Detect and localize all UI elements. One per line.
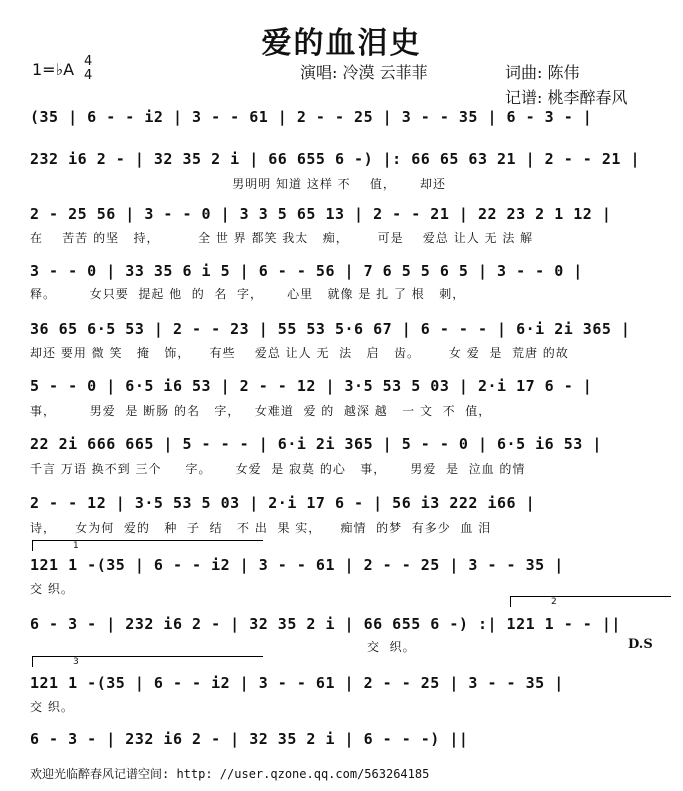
meter-bottom: 4 <box>84 68 93 83</box>
score-row-10-lyrics: 交 织。 <box>30 640 416 654</box>
score-row-12-notes: 6 - 3 - | 232 i6 2 - | 32 35 2 i | 6 - - -) || <box>30 730 469 748</box>
singers: 演唱: 冷漠 云菲菲 <box>300 63 428 82</box>
score-row-3-lyrics: 在 苦苦 的坚 持， 全 世 界 都笑 我太 痴， 可是 爱总 让人 无 法 解 <box>30 231 534 245</box>
time-signature <box>84 55 92 83</box>
score-row-6-notes: 5 - - 0 | 6·5 i6 53 | 2 - - 12 | 3·5 53 5 03 | 2·i 17 6 - | <box>30 377 593 395</box>
score-row-7-lyrics: 千言 万语 换不到 三个 字。 女爱 是 寂莫 的心 事， 男爱 是 泣血 的情 <box>30 462 526 476</box>
volta-3: 3 <box>32 656 263 667</box>
score-row-4-lyrics: 释。 女只要 提起 他 的 名 字， 心里 就像 是 扎 了 根 刺， <box>30 287 466 301</box>
score-row-11-lyrics: 交 织。 <box>30 700 74 714</box>
score-row-3-notes: 2 - 25 56 | 3 - - 0 | 3 3 5 65 13 | 2 - - 21 | 22 23 2 1 12 | <box>30 205 612 223</box>
composer: 词曲: 陈伟 <box>505 63 580 82</box>
score-row-9-lyrics: 交 织。 <box>30 582 74 596</box>
score-row-2-lyrics: 男明明 知道 这样 不 值， 却还 <box>30 177 446 191</box>
footer-link[interactable]: 欢迎光临醉春风记谱空间: http: //user.qzone.qq.com/563264185 <box>30 767 430 781</box>
meter-top: 4 <box>84 54 93 69</box>
score-row-5-lyrics: 却还 要用 微 笑 掩 饰， 有些 爱总 让人 无 法 启 齿。 女 爱 是 荒唐 的故 <box>30 346 569 360</box>
score-row-6-lyrics: 事， 男爱 是 断肠 的名 字， 女难道 爱 的 越深 越 一 文 不 值， <box>30 404 492 418</box>
score-row-7-notes: 22 2i 666 665 | 5 - - - | 6·i 2i 365 | 5 - - 0 | 6·5 i6 53 | <box>30 435 602 453</box>
key-signature: 1=♭A <box>32 60 75 79</box>
ds-mark: D.S <box>628 637 653 652</box>
score-row-9-notes: 121 1 -(35 | 6 - - i2 | 3 - - 61 | 2 - - 25 | 3 - - 35 | <box>30 556 564 574</box>
score-row-8-lyrics: 诗， 女为何 爱的 种 子 结 不 出 果 实， 痴情 的梦 有多少 血 泪 <box>30 521 492 535</box>
score-row-8-notes: 2 - - 12 | 3·5 53 5 03 | 2·i 17 6 - | 56 i3 222 i66 | <box>30 494 536 512</box>
transcriber: 记谱: 桃李醉春风 <box>505 88 628 107</box>
score-row-10-notes: 6 - 3 - | 232 i6 2 - | 32 35 2 i | 66 655 6 -) :| 121 1 - - || <box>30 615 621 633</box>
song-title: 爱的血泪史 <box>261 26 422 61</box>
volta-1: 1 <box>32 540 263 551</box>
score-row-5-notes: 36 65 6·5 53 | 2 - - 23 | 55 53 5·6 67 | 6 - - - | 6·i 2i 365 | <box>30 320 631 338</box>
score-row-2-notes: 232 i6 2 - | 32 35 2 i | 66 655 6 -) |: 66 65 63 21 | 2 - - 21 | <box>30 150 640 168</box>
score-row-4-notes: 3 - - 0 | 33 35 6 i 5 | 6 - - 56 | 7 6 5 5 6 5 | 3 - - 0 | <box>30 262 583 280</box>
volta-2: 2 <box>510 596 671 607</box>
score-row-11-notes: 121 1 -(35 | 6 - - i2 | 3 - - 61 | 2 - - 25 | 3 - - 35 | <box>30 674 564 692</box>
score-row-1-notes: (35 | 6 - - i2 | 3 - - 61 | 2 - - 25 | 3 - - 35 | 6 - 3 - | <box>30 108 593 126</box>
